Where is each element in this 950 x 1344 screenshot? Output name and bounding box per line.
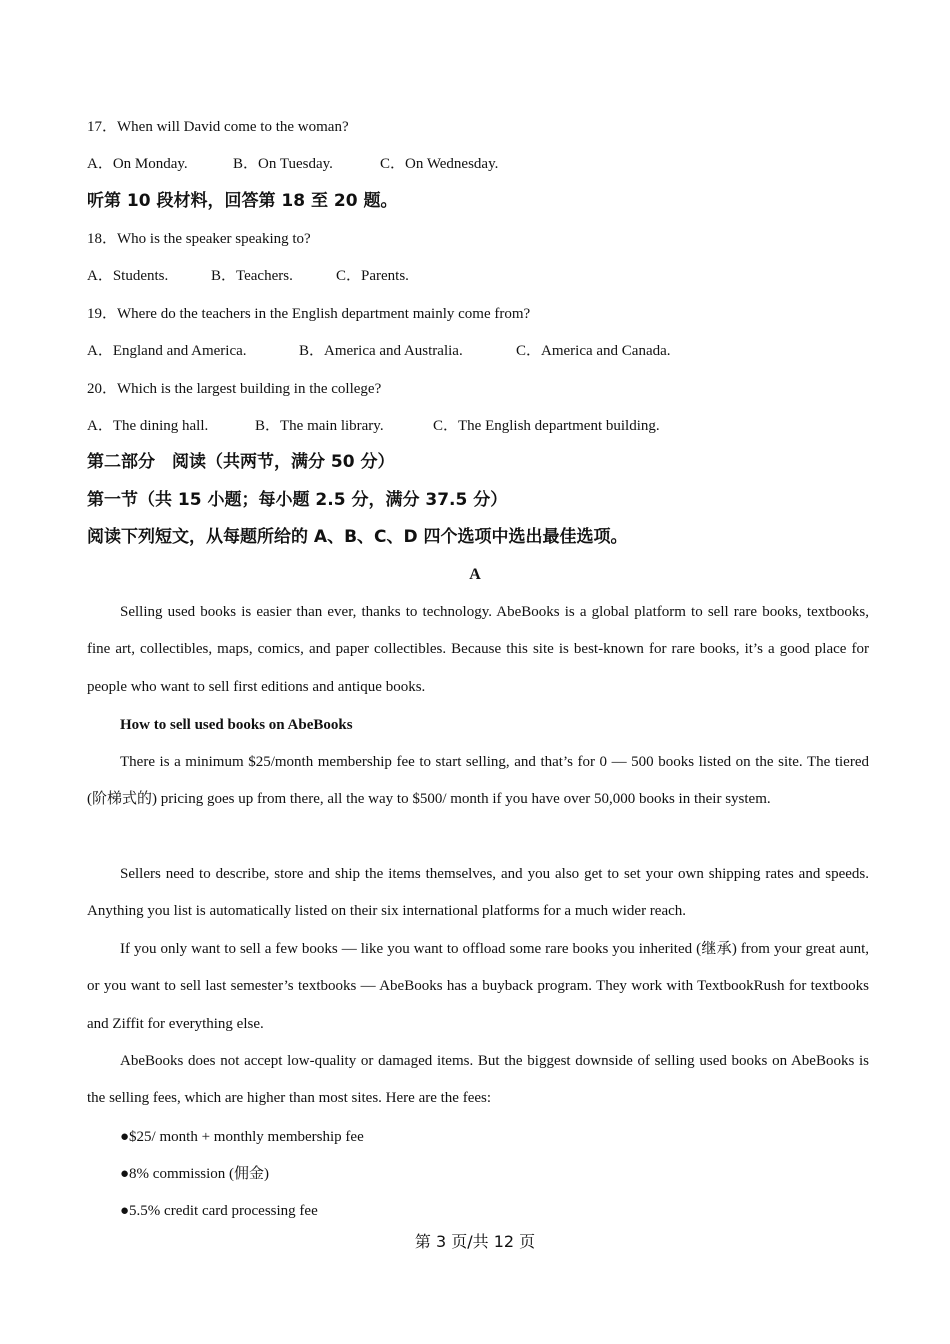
section-heading: 听第 10 段材料，回答第 18 至 20 题。: [87, 191, 398, 211]
section-heading: 第一节（共 15 小题；每小题 2.5 分，满分 37.5 分）: [87, 490, 508, 510]
option: C．Parents.: [336, 268, 409, 284]
q18-stem: 18．Who is the speaker speaking to?: [87, 231, 311, 247]
paragraph: Selling used books is easier than ever, thanks to technology. AbeBooks is a global platform to sell rare books, textbooks, fine art, collectibles, maps, comics, and paper collectibles. Because this site is best-known for rare books, it’s a good place for people who want to sell first editions and antique books.: [87, 604, 869, 695]
page-footer: 第 3 页/共 12 页: [414, 1232, 536, 1251]
paragraph: AbeBooks does not accept low-quality or damaged items. But the biggest downside of selling used books on AbeBooks is the selling fees, which are higher than most sites. Here are the fees:: [87, 1053, 869, 1107]
list-item: ●$25/ month + monthly membership fee: [120, 1129, 364, 1145]
instructions: 阅读下列短文，从每题所给的 A、B、C、D 四个选项中选出最佳选项。: [87, 527, 628, 547]
q19-options: [87, 341, 671, 361]
paragraph: There is a minimum $25/month membership fee to start selling, and that’s for 0 — 500 books listed on the site. The tiered (阶梯式的) pricing goes up from there, all the way to $500/ month if you have over 50,000 books in their system.: [87, 754, 869, 808]
paragraph: Sellers need to describe, store and ship the items themselves, and you also get to set your own shipping rates and speeds. Anything you list is automatically listed on their six international platforms for a much wider reach.: [87, 866, 869, 920]
option: A．England and America.: [87, 343, 247, 359]
q17-options: [87, 154, 498, 174]
option: A．The dining hall.: [87, 418, 209, 434]
q18-options: [87, 266, 409, 286]
option: C．The English department building.: [433, 418, 660, 434]
option: C．America and Canada.: [516, 343, 671, 359]
option: B．On Tuesday.: [233, 156, 333, 172]
q19-stem: 19．Where do the teachers in the English department mainly come from?: [87, 306, 531, 322]
paragraph: If you only want to sell a few books — like you want to offload some rare books you inherited (继承) from your great aunt, or you want to sell last semester’s textbooks — AbeBooks has a buyback program. They work with TextbookRush for textbooks and Ziffit for everything else.: [87, 941, 869, 1032]
option: B．America and Australia.: [299, 343, 463, 359]
option: A．Students.: [87, 268, 169, 284]
option: B．Teachers.: [211, 268, 293, 284]
option: C．On Wednesday.: [380, 156, 499, 172]
part-heading: 第二部分 阅读（共两节，满分 50 分）: [87, 452, 395, 472]
subheading: How to sell used books on AbeBooks: [120, 717, 353, 733]
option: B．The main library.: [255, 418, 384, 434]
list-item: ●5.5% credit card processing fee: [120, 1203, 318, 1219]
option: A．On Monday.: [87, 156, 188, 172]
q20-stem: 20．Which is the largest building in the college?: [87, 381, 382, 397]
q20-options: [87, 416, 660, 436]
list-item: ●8% commission (佣金): [120, 1166, 270, 1182]
q17-stem: 17．When will David come to the woman?: [87, 119, 349, 135]
passage-label: A: [469, 566, 481, 583]
